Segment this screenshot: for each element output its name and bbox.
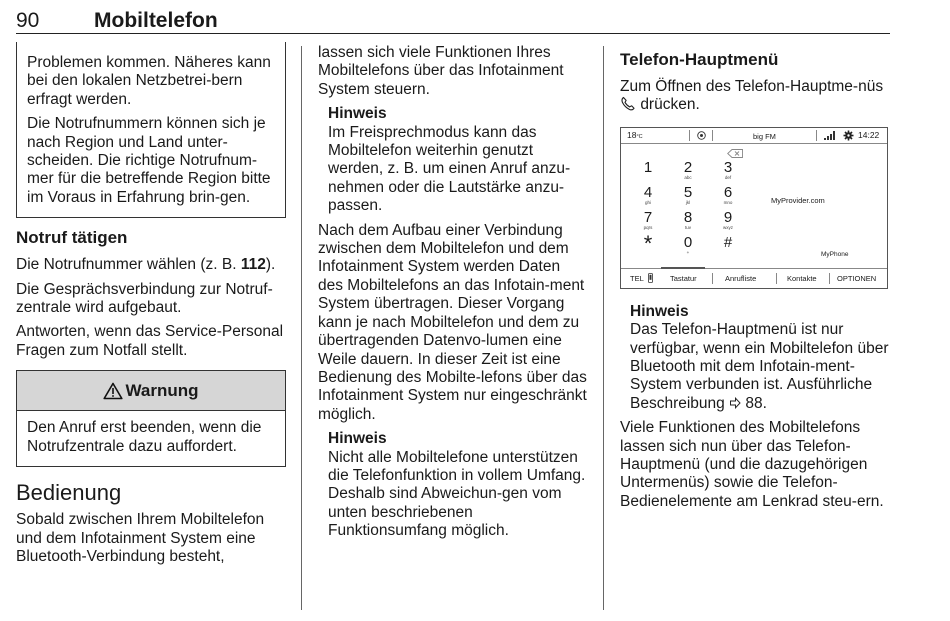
keypad-digit: 3 [723, 158, 733, 176]
keypad-key[interactable] [713, 210, 743, 230]
keypad-key[interactable] [713, 185, 743, 205]
keypad-key[interactable] [673, 235, 703, 255]
keypad-digit: 0 [683, 233, 693, 251]
keypad-key[interactable] [633, 210, 663, 230]
hint-text: Nicht alle Mobiltelefone unterstützen die Telefonfunktion in vollem Umfang. Deshalb sind Abweichun-gen vom unten beschriebenen Funktionsumfang möglich. [328, 448, 586, 540]
body-paragraph [620, 78, 892, 115]
column-middle [318, 44, 588, 547]
provider-name: MyProvider.com [771, 195, 825, 205]
hint-text: Im Freisprechmodus kann das Mobiltelefon weiterhin genutzt werden, z. B. um einen Anruf anzu-nehmen oder die Lautstärke anzu-passen. [328, 123, 571, 215]
status-divider [712, 130, 713, 141]
keypad-letters: ghi [644, 199, 651, 205]
body-paragraph: Nach dem Aufbau einer Verbindung zwischen dem Mobiltelefon und dem Infotainment System werden Daten des Mobiltelefons an das Infotain-ment System übertragen. Dieser Vorgang kann je nach Mobiltelefon und dem zu übertragenden Datenvo-lumen eine Weile dauern. In dieser Zeit ist eine Bedienung des Mobilte-lefons über das Infotainment System nur eingeschränkt möglich. [318, 221, 587, 423]
hint-title: Hinweis [328, 105, 387, 123]
page-title: Mobiltelefon [94, 9, 218, 32]
warning-title: Warnung [125, 380, 199, 400]
keypad-digit: * [643, 230, 653, 256]
tab-anrufliste[interactable]: Anrufliste [725, 273, 757, 283]
tab-divider [712, 273, 713, 284]
keypad-digit: 5 [683, 183, 693, 201]
notruf-paragraph: Die Gesprächsverbindung zur Notruf-zentrale wird aufgebaut. [16, 280, 273, 317]
hint-body: Das Telefon-Hauptmenü ist nur verfügbar, wenn ein Mobiltelefon über Bluetooth mit dem Infotain-ment-System verbunden ist. Ausführliche Beschreibung [630, 321, 889, 412]
note-box [16, 42, 286, 218]
keypad-digit: 1 [643, 158, 653, 176]
keypad-digit: 8 [683, 208, 693, 226]
keypad-digit: # [723, 233, 733, 251]
gear-icon[interactable] [843, 130, 854, 141]
keypad-digit: 4 [643, 183, 653, 201]
keypad-letters: wxyz [723, 224, 733, 230]
status-divider [689, 130, 690, 141]
phone-icon [648, 273, 653, 283]
tab-optionen[interactable]: OPTIONEN [837, 273, 877, 283]
keypad-key[interactable] [633, 230, 663, 256]
keypad-key[interactable] [633, 160, 663, 175]
bedienung-paragraph: Sobald zwischen Ihrem Mobiltelefon und dem Infotainment System eine Bluetooth-Verbindung besteht, [16, 511, 265, 565]
tab-tastatur[interactable]: Tastatur [670, 273, 697, 283]
keypad-letters: pqrs [643, 224, 653, 230]
body-paragraph: lassen sich viele Funktionen Ihres Mobiltelefons über das Infotainment System steuern. [318, 44, 564, 98]
tab-tel[interactable]: TEL [630, 273, 644, 283]
keypad-key[interactable] [713, 235, 743, 250]
section-heading-bedienung: Bedienung [16, 480, 122, 506]
keypad-letters: def [724, 174, 732, 180]
keypad-letters: + [686, 249, 690, 255]
keypad-letters: tuv [684, 224, 691, 230]
page-header [16, 6, 890, 34]
temperature-unit: °C [636, 133, 643, 140]
keypad-digit: 9 [723, 208, 733, 226]
page-number: 90 [16, 9, 40, 32]
section-heading-telefon-hauptmenue: Telefon-Hauptmenü [620, 50, 779, 69]
notruf-text: Die Notrufnummer wählen (z. B. [16, 256, 241, 274]
hint-text [630, 321, 892, 413]
phone-tab-bar [621, 268, 887, 288]
page-reference-arrow-icon [729, 397, 741, 409]
keypad-digit: 2 [683, 158, 693, 176]
temperature-value: 18 [627, 129, 637, 140]
keypad-letters: mno [723, 199, 733, 205]
body-paragraph: Viele Funktionen des Mobiltelefons lassen sich nun über das Telefon-Hauptmenü (und die dazugehörigen Untermenüs) sowie die Telefon-Bedienelemente am Lenkrad steu-ern. [620, 419, 884, 510]
note-paragraph: Die Notrufnummern können sich je nach Region und Land unter-scheiden. Die richtige Notrufnum-mer für die betreffende Region bitte im Voraus in Erfahrung brin-gen. [27, 115, 271, 206]
keypad-key[interactable] [673, 185, 703, 205]
emergency-number: 112 [240, 256, 266, 274]
hint-block [630, 303, 892, 413]
body-text: Zum Öffnen des Telefon-Hauptme-nüs [620, 78, 884, 95]
keypad-digit: 6 [723, 183, 733, 201]
page-reference: 88. [745, 394, 767, 412]
keypad-key[interactable] [633, 185, 663, 205]
clock: 14:22 [858, 129, 880, 140]
phone-handset-icon [620, 96, 636, 111]
hint-title: Hinweis [328, 430, 387, 448]
radio-station: big FM [753, 131, 776, 141]
warning-header [17, 371, 285, 411]
tab-divider [829, 273, 830, 284]
dial-keypad [633, 160, 733, 256]
tab-divider [776, 273, 777, 284]
column-left [16, 44, 286, 572]
keypad-letters: abc [684, 174, 692, 180]
section-heading-notruf: Notruf tätigen [16, 228, 128, 248]
tab-kontakte[interactable]: Kontakte [787, 273, 817, 283]
hint-block [328, 105, 588, 215]
keypad-digit: 7 [643, 208, 653, 226]
notruf-paragraph [16, 256, 286, 274]
column-divider [603, 46, 604, 610]
keypad-key[interactable] [673, 160, 703, 180]
keypad-letters: jkl [685, 199, 691, 205]
backspace-icon[interactable] [727, 149, 743, 158]
warning-text: Den Anruf erst beenden, wenn die Notrufzentrale dazu auffordert. [27, 419, 262, 455]
hint-title: Hinweis [630, 302, 689, 320]
warning-box [16, 370, 286, 467]
active-tab-indicator [661, 267, 705, 269]
notruf-text: ). [265, 256, 276, 274]
radio-source-icon [697, 131, 706, 140]
body-text: drücken. [640, 96, 700, 114]
column-divider [301, 46, 302, 610]
warning-triangle-icon [103, 382, 123, 400]
signal-strength-icon [824, 131, 836, 140]
keypad-key[interactable] [713, 160, 743, 180]
hint-block [328, 430, 588, 540]
phone-main-menu-screen [620, 127, 888, 289]
notruf-paragraph: Antworten, wenn das Service-Personal Fragen zum Notfall stellt. [16, 323, 284, 359]
note-paragraph: Problemen kommen. Näheres kann bei den lokalen Netzbetrei-bern erfragt werden. [27, 54, 271, 108]
column-right [620, 44, 892, 517]
temperature-readout [627, 131, 643, 142]
keypad-key[interactable] [673, 210, 703, 230]
status-bar [621, 128, 887, 144]
status-divider [816, 130, 817, 141]
device-name: MyPhone [821, 250, 849, 258]
